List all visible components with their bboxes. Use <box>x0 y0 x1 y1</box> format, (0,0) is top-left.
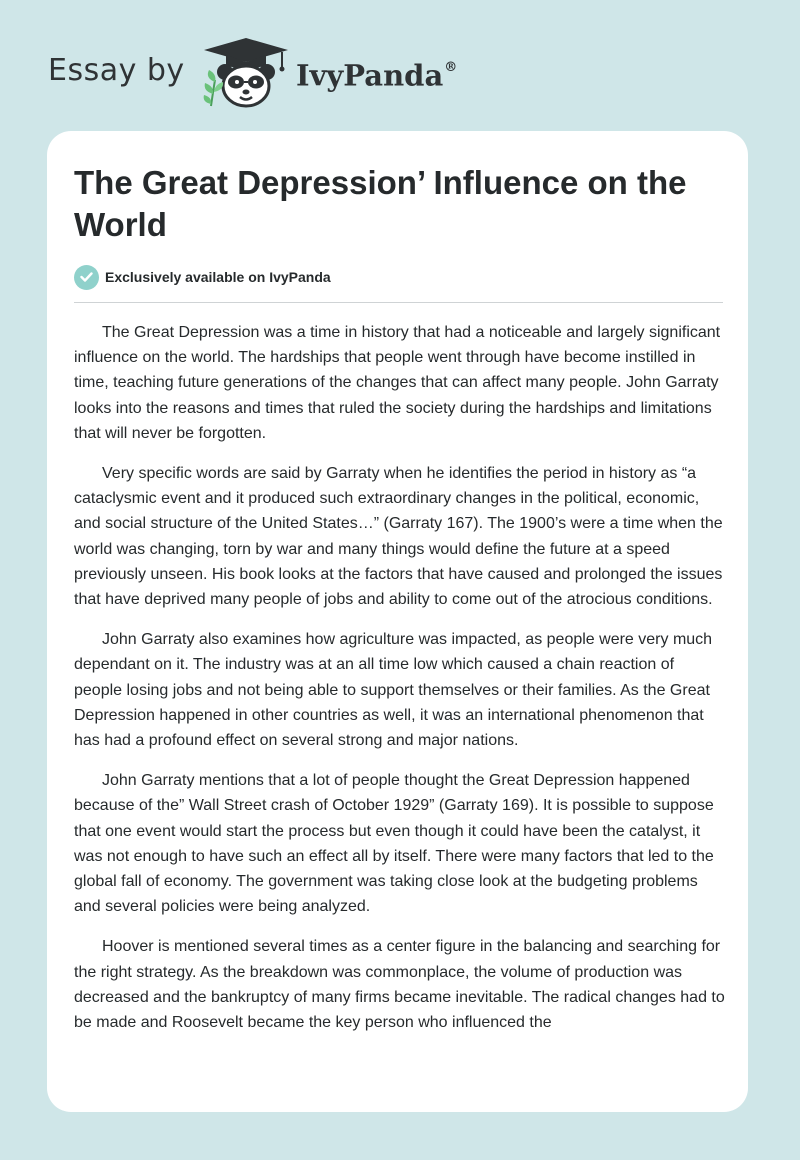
panda-mascot-icon <box>202 36 294 108</box>
essay-card <box>47 131 748 1112</box>
essay-paragraph: John Garraty also examines how agriculture was impacted, as people were very much dependant on it. The industry was at an all time low which caused a chain reaction of people losing jobs and not being able to support themselves or their families. As the Great Depression happened in other countries as well, it was an international phenomenon that has had a profound effect on several strong and major nations. <box>74 631 713 750</box>
essay-paragraph: John Garraty mentions that a lot of people thought the Great Depression happened because of the” Wall Street crash of October 1929” (Garraty 169). It is possible to suppose that one event would start the process but even though it could have been the catalyst, it was not enough to have such an effect all by itself. There were many factors that led to the global fall of economy. The government was taking close look at the budgeting problems and several policies were being analyzed. <box>74 772 714 916</box>
essay-paragraph: Very specific words are said by Garraty when he identifies the period in history as “a cataclysmic event and it produced such extraordinary changes in the political, economic, and social structure of the United States…” (Garraty 167). The 1900’s were a time when the world was changing, torn by war and many things would define the future at a speed previously unseen. His book looks at the factors that have caused and prolonged the issues that have deprived many people of jobs and ability to come out of the atrocious conditions. <box>74 465 723 609</box>
essay-by-label: Essay by <box>48 53 185 88</box>
ivypanda-logo[interactable] <box>202 36 294 108</box>
badge-label: Exclusively available on IvyPanda <box>105 269 331 285</box>
essay-paragraph: The Great Depression was a time in history that had a noticeable and largely significant influence on the world. The hardships that people went through have become instilled in time, teaching future generations of the changes that can affect many people. John Garraty looks into the reasons and times that ruled the society during the hardships and limitations that will never be forgotten. <box>74 324 721 442</box>
essay-paragraph: Hoover is mentioned several times as a center figure in the balancing and searching for the right strategy. As the breakdown was commonplace, the volume of production was decreased and the bankruptcy of many firms became inevitable. The radical changes had to be made and Roosevelt became the key person who influenced the <box>74 938 725 1032</box>
brand-text: IvyPanda <box>296 58 444 93</box>
essay-body <box>74 320 726 1050</box>
brand-name[interactable] <box>296 52 457 96</box>
exclusive-badge <box>74 264 331 290</box>
check-icon <box>74 265 99 290</box>
essay-title: The Great Depression’ Influence on the World <box>74 164 687 243</box>
site-header <box>0 0 800 130</box>
title-divider <box>74 302 723 303</box>
registered-mark: ® <box>444 60 458 75</box>
